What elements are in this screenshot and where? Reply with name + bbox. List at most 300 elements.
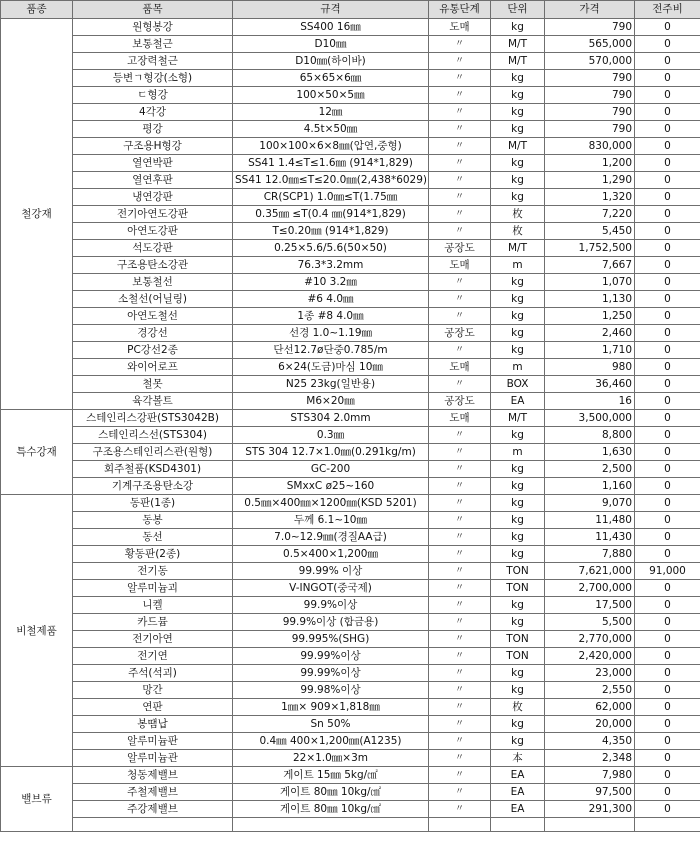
table-row [1, 716, 700, 733]
unit-cell: kg [491, 189, 545, 206]
spec-cell: V-INGOT(중국제) [233, 580, 429, 597]
unit-cell: kg [491, 546, 545, 563]
unit-cell: TON [491, 580, 545, 597]
change-cell: 0 [635, 580, 700, 597]
stage-cell: 〃 [429, 121, 491, 138]
price-cell: 3,500,000 [545, 410, 635, 427]
price-cell: 36,460 [545, 376, 635, 393]
unit-cell [491, 818, 545, 832]
unit-cell: kg [491, 597, 545, 614]
price-cell: 790 [545, 70, 635, 87]
table-row [1, 512, 700, 529]
item-name: 고장력철근 [73, 53, 233, 70]
stage-cell: 〃 [429, 427, 491, 444]
spec-cell: 99.98%이상 [233, 682, 429, 699]
price-cell: 20,000 [545, 716, 635, 733]
spec-cell: 6×24(도금)마심 10㎜ [233, 359, 429, 376]
spec-cell: D10㎜(하이바) [233, 53, 429, 70]
item-name: 아연도철선 [73, 308, 233, 325]
unit-cell: BOX [491, 376, 545, 393]
change-cell: 0 [635, 478, 700, 495]
change-cell: 0 [635, 87, 700, 104]
item-name: 주강제밸브 [73, 801, 233, 818]
price-cell: 7,621,000 [545, 563, 635, 580]
price-cell: 9,070 [545, 495, 635, 512]
unit-cell: kg [491, 427, 545, 444]
stage-cell: 도매 [429, 359, 491, 376]
table-row [1, 546, 700, 563]
price-cell: 62,000 [545, 699, 635, 716]
unit-cell: kg [491, 682, 545, 699]
table-row [1, 580, 700, 597]
stage-cell: 〃 [429, 104, 491, 121]
table-row [1, 342, 700, 359]
unit-cell: kg [491, 716, 545, 733]
header-unit: 단위 [491, 1, 545, 19]
table-row [1, 699, 700, 716]
item-name: 와이어로프 [73, 359, 233, 376]
item-name: 스테인리스강판(STS3042B) [73, 410, 233, 427]
table-row [1, 189, 700, 206]
unit-cell: M/T [491, 53, 545, 70]
stage-cell: 〃 [429, 597, 491, 614]
item-name: 니켈 [73, 597, 233, 614]
spec-cell: GC-200 [233, 461, 429, 478]
change-cell: 0 [635, 359, 700, 376]
unit-cell: TON [491, 631, 545, 648]
change-cell: 0 [635, 750, 700, 767]
change-cell: 0 [635, 614, 700, 631]
spec-cell: 0.25×5.6/5.6(50×50) [233, 240, 429, 257]
stage-cell: 〃 [429, 376, 491, 393]
stage-cell: 〃 [429, 172, 491, 189]
change-cell: 0 [635, 597, 700, 614]
item-name: 알루미늄관 [73, 750, 233, 767]
change-cell: 0 [635, 70, 700, 87]
unit-cell: kg [491, 172, 545, 189]
table-row [1, 495, 700, 512]
header-row [1, 1, 700, 19]
spec-cell: 99.9%이상 (합금용) [233, 614, 429, 631]
stage-cell: 〃 [429, 648, 491, 665]
category-cell: 비철제품 [1, 495, 73, 767]
table-row [1, 172, 700, 189]
price-cell: 4,350 [545, 733, 635, 750]
price-cell: 980 [545, 359, 635, 376]
stage-cell: 〃 [429, 733, 491, 750]
spec-cell: 게이트 80㎜ 10kg/㎠ [233, 784, 429, 801]
change-cell: 0 [635, 665, 700, 682]
stage-cell: 〃 [429, 478, 491, 495]
price-cell: 7,880 [545, 546, 635, 563]
table-row [1, 257, 700, 274]
spec-cell: 0.3㎜ [233, 427, 429, 444]
table-row [1, 648, 700, 665]
table-row [1, 291, 700, 308]
item-name: 연판 [73, 699, 233, 716]
spec-cell: 99.9%이상 [233, 597, 429, 614]
stage-cell: 〃 [429, 580, 491, 597]
spec-cell: D10㎜ [233, 36, 429, 53]
change-cell: 0 [635, 716, 700, 733]
item-name: 보통철근 [73, 36, 233, 53]
item-name: 열연박판 [73, 155, 233, 172]
spec-cell: 단선12.7ø단중0.785/m [233, 342, 429, 359]
unit-cell: 本 [491, 750, 545, 767]
unit-cell: m [491, 444, 545, 461]
change-cell: 0 [635, 36, 700, 53]
change-cell: 0 [635, 223, 700, 240]
price-cell: 2,550 [545, 682, 635, 699]
change-cell [635, 818, 700, 832]
change-cell: 0 [635, 444, 700, 461]
spec-cell: 1㎜× 909×1,818㎜ [233, 699, 429, 716]
header-spec: 규격 [233, 1, 429, 19]
spec-cell: 선경 1.0~1.19㎜ [233, 325, 429, 342]
stage-cell: 〃 [429, 53, 491, 70]
stage-cell: 도매 [429, 410, 491, 427]
table-row [1, 733, 700, 750]
stage-cell: 〃 [429, 546, 491, 563]
price-cell: 8,800 [545, 427, 635, 444]
change-cell: 0 [635, 291, 700, 308]
price-cell: 570,000 [545, 53, 635, 70]
table-row [1, 682, 700, 699]
unit-cell: kg [491, 529, 545, 546]
table-row [1, 631, 700, 648]
spec-cell: T≤0.20㎜ (914*1,829) [233, 223, 429, 240]
table-row [1, 87, 700, 104]
item-name: 봉땜납 [73, 716, 233, 733]
unit-cell: kg [491, 155, 545, 172]
unit-cell: m [491, 359, 545, 376]
stage-cell: 공장도 [429, 240, 491, 257]
price-cell: 1,630 [545, 444, 635, 461]
item-name: 열연후판 [73, 172, 233, 189]
price-cell: 11,480 [545, 512, 635, 529]
change-cell: 0 [635, 104, 700, 121]
price-cell [545, 818, 635, 832]
category-cell: 특수강재 [1, 410, 73, 495]
header-change: 전주비 [635, 1, 700, 19]
item-name: 전기아연 [73, 631, 233, 648]
table-row [1, 818, 700, 832]
change-cell: 0 [635, 546, 700, 563]
price-cell: 1,250 [545, 308, 635, 325]
item-name: PC강선2종 [73, 342, 233, 359]
price-cell: 17,500 [545, 597, 635, 614]
stage-cell: 〃 [429, 563, 491, 580]
spec-cell: 12㎜ [233, 104, 429, 121]
change-cell: 91,000 [635, 563, 700, 580]
unit-cell: 枚 [491, 699, 545, 716]
stage-cell: 〃 [429, 784, 491, 801]
spec-cell: 65×65×6㎜ [233, 70, 429, 87]
item-name: 스테인리스선(STS304) [73, 427, 233, 444]
price-cell: 790 [545, 19, 635, 36]
spec-cell: 100×100×6×8㎜(압연,중형) [233, 138, 429, 155]
price-cell: 1,130 [545, 291, 635, 308]
unit-cell: kg [491, 70, 545, 87]
stage-cell: 〃 [429, 512, 491, 529]
unit-cell: m [491, 257, 545, 274]
table-row [1, 206, 700, 223]
spec-cell: 0.35㎜ ≤T(0.4 ㎜(914*1,829) [233, 206, 429, 223]
change-cell: 0 [635, 631, 700, 648]
unit-cell: kg [491, 342, 545, 359]
price-cell: 291,300 [545, 801, 635, 818]
item-name: 육각볼트 [73, 393, 233, 410]
item-name: 경강선 [73, 325, 233, 342]
header-stage: 유통단계 [429, 1, 491, 19]
spec-cell: 99.995%(SHG) [233, 631, 429, 648]
item-name: 전기동 [73, 563, 233, 580]
table-row [1, 665, 700, 682]
item-name: ㄷ형강 [73, 87, 233, 104]
item-name: 동선 [73, 529, 233, 546]
stage-cell: 공장도 [429, 325, 491, 342]
spec-cell: SS41 12.0㎜≤T≤20.0㎜(2,438*6029) [233, 172, 429, 189]
stage-cell: 〃 [429, 699, 491, 716]
item-name: 평강 [73, 121, 233, 138]
stage-cell: 〃 [429, 36, 491, 53]
item-name: 알루미늄괴 [73, 580, 233, 597]
table-row [1, 19, 700, 36]
change-cell: 0 [635, 206, 700, 223]
spec-cell: 게이트 80㎜ 10kg/㎠ [233, 801, 429, 818]
item-name: 냉연강판 [73, 189, 233, 206]
stage-cell: 〃 [429, 495, 491, 512]
item-name: 원형봉강 [73, 19, 233, 36]
item-name: 구조용스테인리스관(원형) [73, 444, 233, 461]
stage-cell: 〃 [429, 87, 491, 104]
price-cell: 790 [545, 121, 635, 138]
price-cell: 16 [545, 393, 635, 410]
change-cell: 0 [635, 53, 700, 70]
price-cell: 830,000 [545, 138, 635, 155]
unit-cell: M/T [491, 36, 545, 53]
item-name: 카드뮴 [73, 614, 233, 631]
unit-cell: EA [491, 784, 545, 801]
table-row [1, 70, 700, 87]
change-cell: 0 [635, 699, 700, 716]
price-cell: 5,500 [545, 614, 635, 631]
stage-cell: 〃 [429, 342, 491, 359]
table-row [1, 376, 700, 393]
price-cell: 1,320 [545, 189, 635, 206]
price-cell: 7,220 [545, 206, 635, 223]
table-row [1, 240, 700, 257]
table-body [1, 19, 700, 832]
item-name: 전기연 [73, 648, 233, 665]
table-row [1, 223, 700, 240]
price-cell: 790 [545, 104, 635, 121]
unit-cell: kg [491, 308, 545, 325]
change-cell: 0 [635, 512, 700, 529]
table-row [1, 461, 700, 478]
spec-cell: Sn 50% [233, 716, 429, 733]
change-cell: 0 [635, 733, 700, 750]
stage-cell: 〃 [429, 155, 491, 172]
spec-cell: 게이트 15㎜ 5kg/㎠ [233, 767, 429, 784]
unit-cell: 枚 [491, 223, 545, 240]
change-cell: 0 [635, 138, 700, 155]
price-cell: 11,430 [545, 529, 635, 546]
stage-cell: 〃 [429, 461, 491, 478]
item-name: 기계구조용탄소강 [73, 478, 233, 495]
table-row [1, 53, 700, 70]
spec-cell: SS400 16㎜ [233, 19, 429, 36]
unit-cell: kg [491, 512, 545, 529]
unit-cell: 枚 [491, 206, 545, 223]
item-name: 주석(석괴) [73, 665, 233, 682]
price-cell: 1,710 [545, 342, 635, 359]
change-cell: 0 [635, 393, 700, 410]
stage-cell: 〃 [429, 665, 491, 682]
category-cell: 철강재 [1, 19, 73, 410]
unit-cell: kg [491, 19, 545, 36]
stage-cell: 〃 [429, 274, 491, 291]
stage-cell: 도매 [429, 19, 491, 36]
stage-cell: 〃 [429, 223, 491, 240]
spec-cell: 7.0~12.9㎜(경질AA급) [233, 529, 429, 546]
item-name: 황동판(2종) [73, 546, 233, 563]
price-cell: 2,500 [545, 461, 635, 478]
item-name: 동판(1종) [73, 495, 233, 512]
spec-cell: 22×1.0㎜×3m [233, 750, 429, 767]
change-cell: 0 [635, 155, 700, 172]
item-name [73, 818, 233, 832]
item-name: 소철선(어닐링) [73, 291, 233, 308]
stage-cell: 〃 [429, 767, 491, 784]
unit-cell: EA [491, 393, 545, 410]
stage-cell [429, 818, 491, 832]
item-name: 보통철선 [73, 274, 233, 291]
item-name: 회주철품(KSD4301) [73, 461, 233, 478]
spec-cell: #6 4.0㎜ [233, 291, 429, 308]
spec-cell: 99.99%이상 [233, 665, 429, 682]
unit-cell: M/T [491, 410, 545, 427]
spec-cell: 두께 6.1~10㎜ [233, 512, 429, 529]
change-cell: 0 [635, 410, 700, 427]
stage-cell: 〃 [429, 308, 491, 325]
table-row [1, 121, 700, 138]
stage-cell: 〃 [429, 189, 491, 206]
item-name: 아연도강판 [73, 223, 233, 240]
spec-cell: STS 304 12.7×1.0㎜(0.291kg/m) [233, 444, 429, 461]
spec-cell: #10 3.2㎜ [233, 274, 429, 291]
spec-cell: 0.5㎜×400㎜×1200㎜(KSD 5201) [233, 495, 429, 512]
change-cell: 0 [635, 495, 700, 512]
table-row [1, 767, 700, 784]
change-cell: 0 [635, 342, 700, 359]
change-cell: 0 [635, 461, 700, 478]
price-cell: 7,980 [545, 767, 635, 784]
spec-cell: STS304 2.0mm [233, 410, 429, 427]
stage-cell: 공장도 [429, 393, 491, 410]
item-name: 망간 [73, 682, 233, 699]
change-cell: 0 [635, 121, 700, 138]
stage-cell: 〃 [429, 529, 491, 546]
stage-cell: 〃 [429, 444, 491, 461]
table-row [1, 478, 700, 495]
header-price: 가격 [545, 1, 635, 19]
spec-cell: 99.99%이상 [233, 648, 429, 665]
change-cell: 0 [635, 240, 700, 257]
table-row [1, 155, 700, 172]
change-cell: 0 [635, 189, 700, 206]
spec-cell [233, 818, 429, 832]
spec-cell: SS41 1.4≤T≤1.6㎜ (914*1,829) [233, 155, 429, 172]
spec-cell: CR(SCP1) 1.0㎜≤T(1.75㎜ [233, 189, 429, 206]
spec-cell: M6×20㎜ [233, 393, 429, 410]
price-cell: 1,070 [545, 274, 635, 291]
change-cell: 0 [635, 19, 700, 36]
table-row [1, 104, 700, 121]
change-cell: 0 [635, 257, 700, 274]
item-name: 구조용H형강 [73, 138, 233, 155]
category-cell: 밸브류 [1, 767, 73, 832]
unit-cell: kg [491, 733, 545, 750]
spec-cell: 4.5t×50㎜ [233, 121, 429, 138]
stage-cell: 〃 [429, 682, 491, 699]
table-row [1, 801, 700, 818]
change-cell: 0 [635, 325, 700, 342]
price-cell: 1,160 [545, 478, 635, 495]
unit-cell: kg [491, 461, 545, 478]
price-cell: 5,450 [545, 223, 635, 240]
unit-cell: TON [491, 648, 545, 665]
table-row [1, 427, 700, 444]
price-cell: 97,500 [545, 784, 635, 801]
price-cell: 2,700,000 [545, 580, 635, 597]
spec-cell: 76.3*3.2mm [233, 257, 429, 274]
price-cell: 2,460 [545, 325, 635, 342]
change-cell: 0 [635, 801, 700, 818]
change-cell: 0 [635, 784, 700, 801]
table-row [1, 563, 700, 580]
unit-cell: kg [491, 121, 545, 138]
table-row [1, 784, 700, 801]
change-cell: 0 [635, 274, 700, 291]
stage-cell: 〃 [429, 614, 491, 631]
header-category: 품종 [1, 1, 73, 19]
unit-cell: kg [491, 478, 545, 495]
stage-cell: 〃 [429, 716, 491, 733]
unit-cell: kg [491, 87, 545, 104]
stage-cell: 〃 [429, 291, 491, 308]
price-cell: 1,290 [545, 172, 635, 189]
unit-cell: kg [491, 291, 545, 308]
unit-cell: kg [491, 274, 545, 291]
table-row [1, 36, 700, 53]
price-cell: 2,348 [545, 750, 635, 767]
change-cell: 0 [635, 767, 700, 784]
table-row [1, 410, 700, 427]
table-row [1, 529, 700, 546]
item-name: 철못 [73, 376, 233, 393]
unit-cell: kg [491, 104, 545, 121]
unit-cell: M/T [491, 138, 545, 155]
price-cell: 790 [545, 87, 635, 104]
price-cell: 2,770,000 [545, 631, 635, 648]
spec-cell: 99.99% 이상 [233, 563, 429, 580]
table-row [1, 444, 700, 461]
item-name: 알루미늄판 [73, 733, 233, 750]
price-cell: 2,420,000 [545, 648, 635, 665]
unit-cell: TON [491, 563, 545, 580]
stage-cell: 도매 [429, 257, 491, 274]
